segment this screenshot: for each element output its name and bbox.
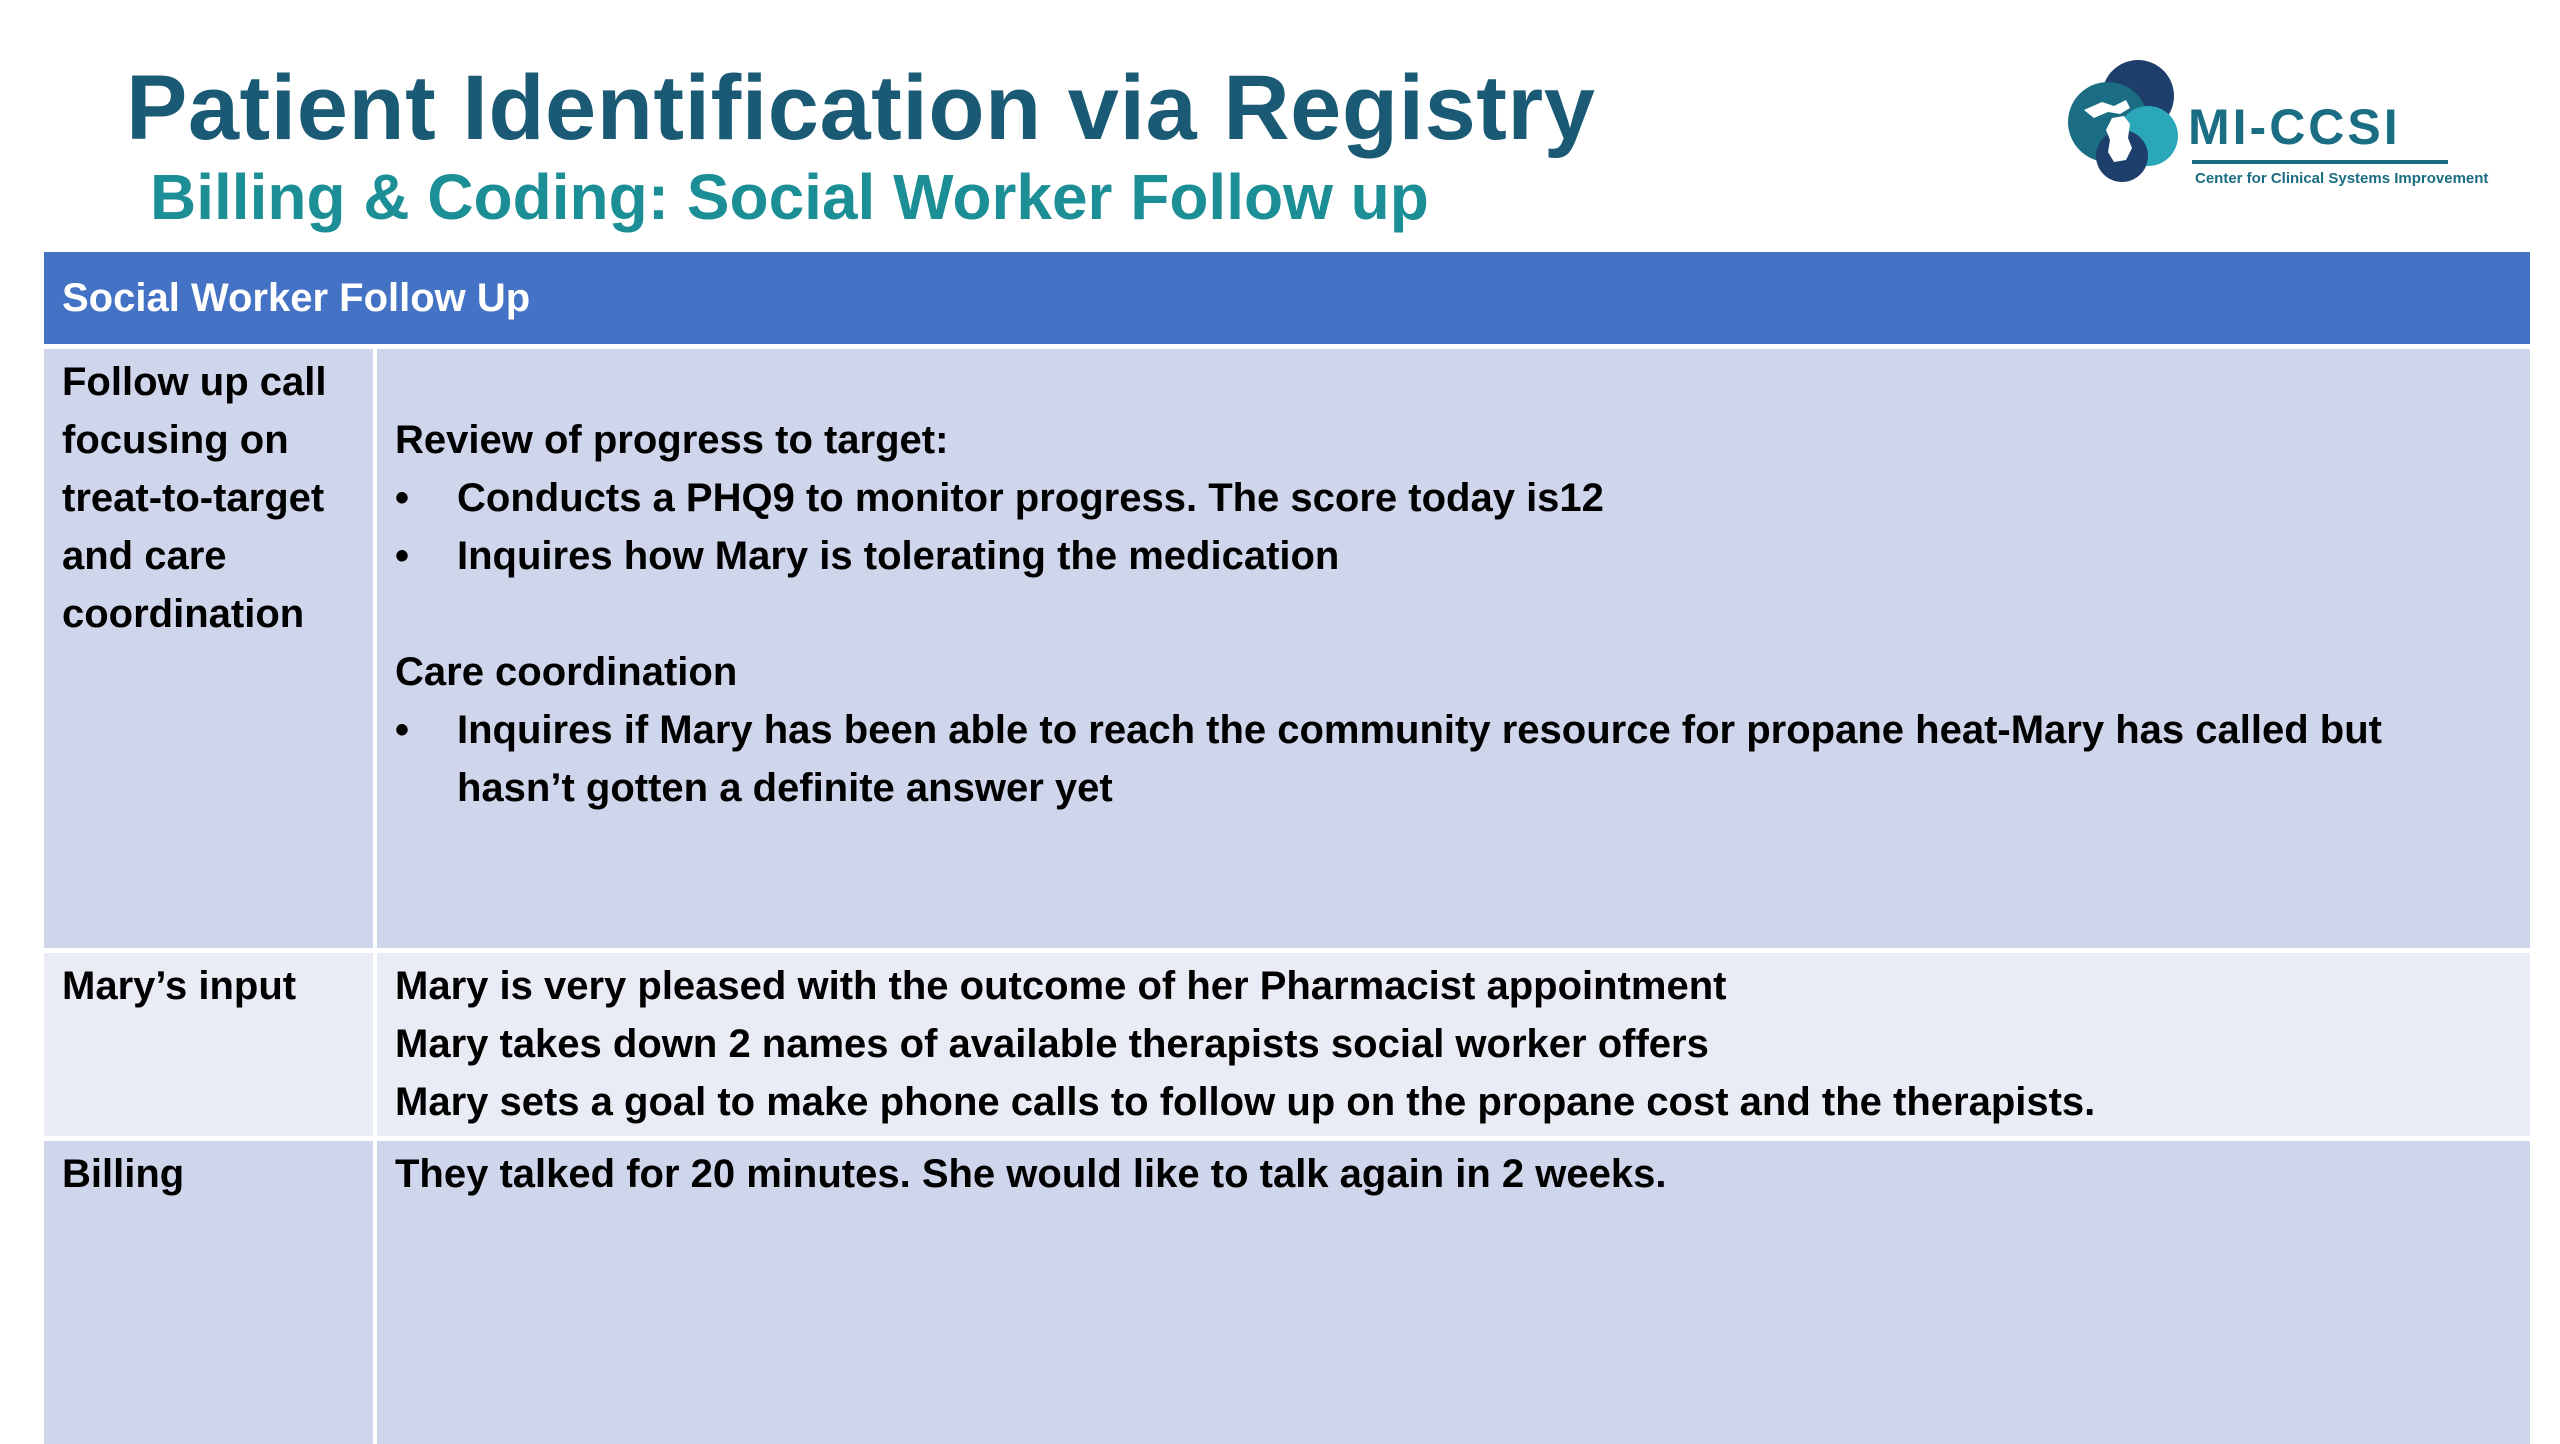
logo-acronym: MI-CCSI bbox=[2188, 99, 2401, 155]
row-label: Follow up call focusing on treat-to-target and care coordination bbox=[44, 349, 373, 948]
row-content bbox=[377, 1141, 2530, 1444]
follow-up-table bbox=[44, 252, 2530, 1444]
spacer bbox=[395, 353, 2510, 411]
progress-heading: Review of progress to target: bbox=[395, 418, 949, 462]
logo-divider bbox=[2192, 160, 2448, 164]
progress-list bbox=[395, 469, 2510, 585]
input-line: Mary takes down 2 names of available therapists social worker offers bbox=[395, 1022, 1709, 1066]
input-line: Mary is very pleased with the outcome of her Pharmacist appointment bbox=[395, 964, 1727, 1008]
slide-subtitle: Billing & Coding: Social Worker Follow up bbox=[150, 161, 1429, 233]
coordination-list bbox=[395, 701, 2510, 817]
table-row bbox=[44, 1141, 2530, 1444]
table-row bbox=[44, 349, 2530, 948]
billing-text: They talked for 20 minutes. She would like to talk again in 2 weeks. bbox=[395, 1152, 1667, 1196]
list-item: • Inquires how Mary is tolerating the medication bbox=[395, 527, 2510, 585]
input-line: Mary sets a goal to make phone calls to follow up on the propane cost and the therapists. bbox=[395, 1080, 2096, 1124]
row-label: Billing bbox=[44, 1141, 373, 1444]
row-content bbox=[377, 349, 2530, 948]
mi-ccsi-logo bbox=[2050, 52, 2489, 202]
list-item: • Inquires if Mary has been able to reach the community resource for propane heat-Mary has called but hasn’t gotten a definite answer yet bbox=[395, 701, 2510, 817]
slide-title: Patient Identification via Registry bbox=[126, 57, 1596, 159]
row-label: Mary’s input bbox=[44, 953, 373, 1136]
spacer bbox=[395, 585, 2510, 643]
logo-mark-icon bbox=[2050, 52, 2210, 192]
coordination-heading: Care coordination bbox=[395, 650, 738, 694]
list-item: • Conducts a PHQ9 to monitor progress. The score today is12 bbox=[395, 469, 2510, 527]
row-content bbox=[377, 953, 2530, 1136]
table-row bbox=[44, 953, 2530, 1136]
table-header: Social Worker Follow Up bbox=[44, 252, 2530, 344]
logo-tagline: Center for Clinical Systems Improvement bbox=[2195, 170, 2489, 187]
